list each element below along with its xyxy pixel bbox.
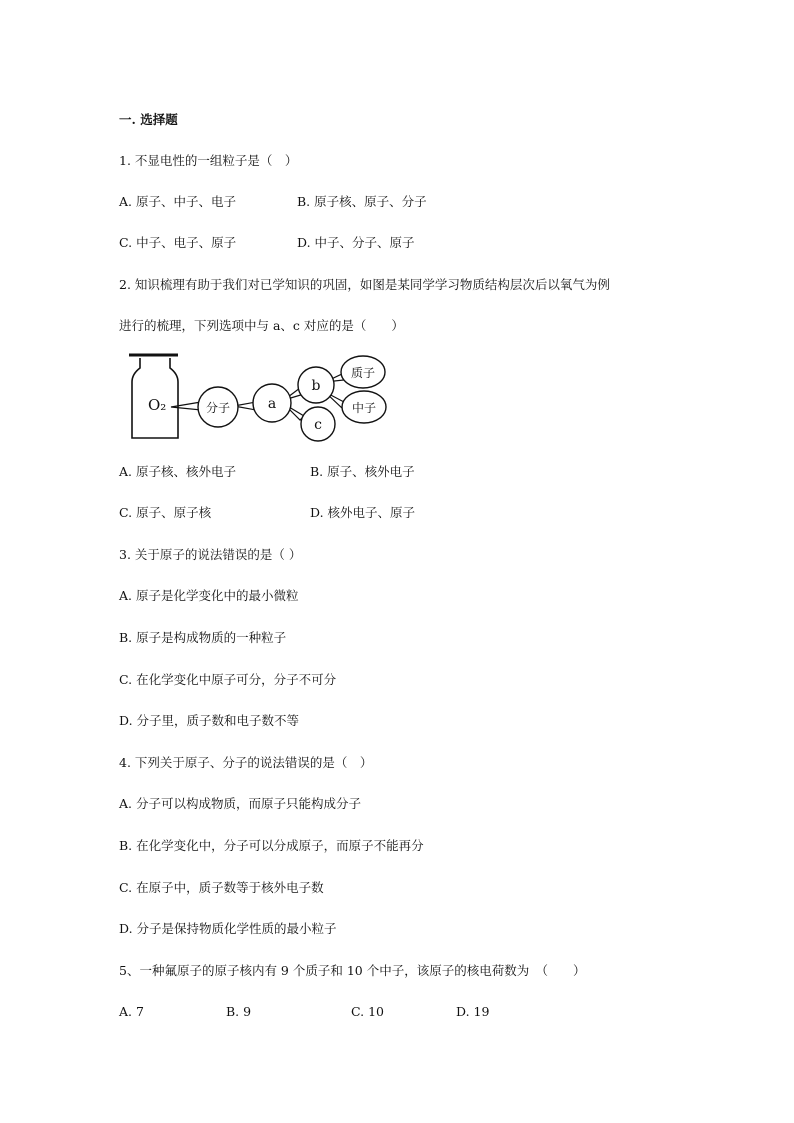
question-4-option-a[interactable]: A. 分子可以构成物质，而原子只能构成分子 <box>119 796 361 811</box>
question-4-option-c[interactable]: C. 在原子中，质子数等于核外电子数 <box>119 880 324 895</box>
question-5-option-c[interactable]: C. 10 <box>351 1004 384 1019</box>
question-1-option-b[interactable]: B. 原子核、原子、分子 <box>297 194 427 209</box>
question-2-option-b[interactable]: B. 原子、核外电子 <box>310 464 415 479</box>
structure-diagram <box>126 352 396 444</box>
molecule-node <box>198 387 238 427</box>
question-3-option-c[interactable]: C. 在化学变化中原子可分，分子不可分 <box>119 672 337 687</box>
node-b-label: b <box>311 378 321 394</box>
question-1-option-a[interactable]: A. 原子、中子、电子 <box>119 194 236 209</box>
question-3-option-d[interactable]: D. 分子里，质子数和电子数不等 <box>119 713 300 728</box>
proton-node <box>341 356 385 388</box>
question-5-option-d[interactable]: D. 19 <box>456 1004 490 1019</box>
question-2-option-a[interactable]: A. 原子核、核外电子 <box>119 464 236 479</box>
node-c <box>301 407 335 441</box>
molecule-label: 分子 <box>205 401 231 415</box>
question-5-option-a[interactable]: A. 7 <box>119 1004 144 1019</box>
neutron-node <box>342 391 386 423</box>
bottle-label: O₂ <box>148 396 167 414</box>
question-3-option-a[interactable]: A. 原子是化学变化中的最小微粒 <box>119 588 299 603</box>
question-4-option-b[interactable]: B. 在化学变化中，分子可以分成原子，而原子不能再分 <box>119 838 424 853</box>
node-c-label: c <box>314 417 322 433</box>
question-5-option-b[interactable]: B. 9 <box>226 1004 252 1019</box>
neutron-label: 中子 <box>351 401 377 415</box>
question-2-stem-line-2: 进行的梳理，下列选项中与 a、c 对应的是（ ） <box>119 318 404 333</box>
section-title: 一. 选择题 <box>119 112 178 127</box>
question-4-option-d[interactable]: D. 分子是保持物质化学性质的最小粒子 <box>119 921 337 936</box>
question-1-option-c[interactable]: C. 中子、电子、原子 <box>119 235 237 250</box>
question-2-option-d[interactable]: D. 核外电子、原子 <box>310 505 416 520</box>
question-1-option-d[interactable]: D. 中子、分子、原子 <box>297 235 415 250</box>
question-2-stem-line-1: 2. 知识梳理有助于我们对已学知识的巩固，如图是某同学学习物质结构层次后以氧气为例 <box>119 277 610 292</box>
question-3-stem: 3. 关于原子的说法错误的是（ ） <box>119 547 302 562</box>
question-4-stem: 4. 下列关于原子、分子的说法错误的是（ ） <box>119 755 373 770</box>
question-5-stem: 5、一种氟原子的原子核内有 9 个质子和 10 个中子，该原子的核电荷数为 （ ） <box>119 963 586 978</box>
node-a <box>253 384 291 422</box>
proton-label: 质子 <box>350 366 376 380</box>
question-3-option-b[interactable]: B. 原子是构成物质的一种粒子 <box>119 630 287 645</box>
node-a-label: a <box>267 396 277 412</box>
question-1-stem: 1. 不显电性的一组粒子是（ ） <box>119 153 298 168</box>
question-2-option-c[interactable]: C. 原子、原子核 <box>119 505 212 520</box>
node-b <box>298 367 334 403</box>
